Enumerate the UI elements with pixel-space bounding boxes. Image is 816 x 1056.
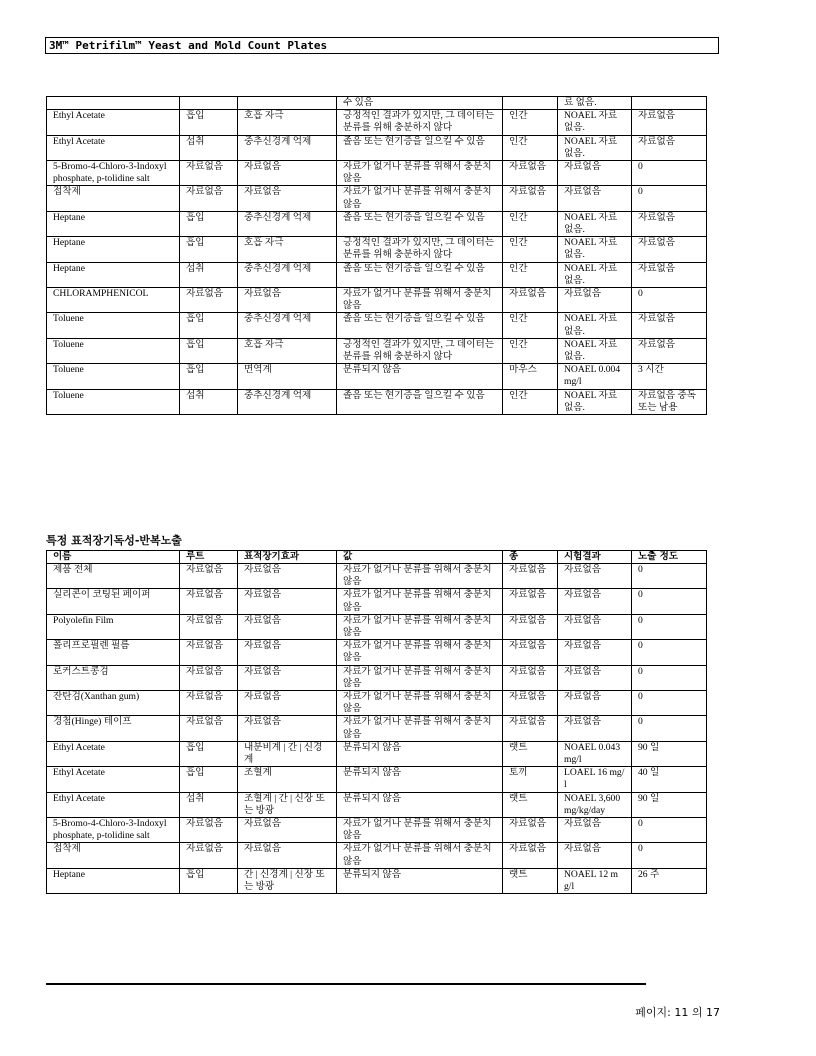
table-row — [47, 792, 707, 817]
cell-test-result: NOAEL 자료 없음. — [558, 313, 632, 338]
table-row — [47, 767, 707, 792]
cell-species: 인간 — [503, 389, 558, 414]
table-row — [47, 868, 707, 893]
cell-name: 폴리프로필렌 필름 — [47, 640, 180, 665]
cell-name: 로커스트콩검 — [47, 665, 180, 690]
cell-exposure: 자료없음 중독 또는 남용 — [632, 389, 707, 414]
cell-target-organ: 중추신경계 억제 — [238, 389, 337, 414]
cell-route: 자료없음 — [180, 640, 238, 665]
cell-exposure: 26 주 — [632, 868, 707, 893]
section-title-repeated-exposure: 특정 표적장기독성-반복노출 — [46, 534, 182, 547]
table-row — [47, 211, 707, 236]
table-row — [47, 716, 707, 741]
table-row — [47, 589, 707, 614]
cell-route — [180, 97, 238, 110]
cell-name: 경첩(Hinge) 테이프 — [47, 716, 180, 741]
cell-value: 자료가 없거나 분류를 위해서 충분치 않음 — [337, 716, 503, 741]
cell-route: 흡입 — [180, 364, 238, 389]
cell-test-result: 자료없음 — [558, 161, 632, 186]
cell-exposure: 0 — [632, 564, 707, 589]
table-row — [47, 741, 707, 766]
cell-value: 자료가 없거나 분류를 위해서 충분치 않음 — [337, 665, 503, 690]
table-row — [47, 262, 707, 287]
cell-route: 섭취 — [180, 262, 238, 287]
cell-species: 인간 — [503, 262, 558, 287]
cell-route: 흡입 — [180, 741, 238, 766]
cell-value: 긍정적인 결과가 있지만, 그 데이터는 분류를 위해 충분하지 않다 — [337, 110, 503, 135]
cell-species: 자료없음 — [503, 716, 558, 741]
cell-target-organ — [238, 97, 337, 110]
cell-route: 자료없음 — [180, 691, 238, 716]
cell-target-organ: 자료없음 — [238, 843, 337, 868]
col-header-value: 값 — [337, 551, 503, 564]
cell-test-result: NOAEL 자료 없음. — [558, 135, 632, 160]
cell-target-organ: 자료없음 — [238, 665, 337, 690]
cell-value: 자료가 없거나 분류를 위해서 충분치 않음 — [337, 640, 503, 665]
cell-test-result: 료 없음. — [558, 97, 632, 110]
cell-value: 수 있음 — [337, 97, 503, 110]
cell-route: 흡입 — [180, 237, 238, 262]
footer-rule — [46, 983, 646, 985]
cell-target-organ: 자료없음 — [238, 691, 337, 716]
document-header — [45, 37, 719, 54]
cell-exposure: 0 — [632, 716, 707, 741]
cell-route: 자료없음 — [180, 665, 238, 690]
cell-name: Heptane — [47, 237, 180, 262]
cell-species: 자료없음 — [503, 818, 558, 843]
cell-exposure: 자료없음 — [632, 211, 707, 236]
cell-exposure: 자료없음 — [632, 237, 707, 262]
col-header-name: 이름 — [47, 551, 180, 564]
cell-exposure: 40 일 — [632, 767, 707, 792]
cell-species: 자료없음 — [503, 640, 558, 665]
table-row — [47, 288, 707, 313]
cell-name: Toluene — [47, 338, 180, 363]
cell-species: 자료없음 — [503, 161, 558, 186]
cell-name: Ethyl Acetate — [47, 110, 180, 135]
col-header-target-organ: 표적장기효과 — [238, 551, 337, 564]
cell-target-organ: 내분비계 | 간 | 신경계 — [238, 741, 337, 766]
cell-target-organ: 중추신경계 억제 — [238, 313, 337, 338]
cell-value: 긍정적인 결과가 있지만, 그 데이터는 분류를 위해 충분하지 않다 — [337, 338, 503, 363]
cell-name: Toluene — [47, 389, 180, 414]
cell-route: 흡입 — [180, 338, 238, 363]
cell-test-result: NOAEL 0.043 mg/l — [558, 741, 632, 766]
table-header-row — [47, 551, 707, 564]
cell-exposure: 0 — [632, 186, 707, 211]
cell-test-result: 자료없음 — [558, 665, 632, 690]
cell-test-result: NOAEL 자료 없음. — [558, 338, 632, 363]
cell-route: 섭취 — [180, 792, 238, 817]
cell-species: 인간 — [503, 135, 558, 160]
cell-target-organ: 자료없음 — [238, 186, 337, 211]
table-row — [47, 135, 707, 160]
cell-target-organ: 면역계 — [238, 364, 337, 389]
cell-exposure — [632, 97, 707, 110]
cell-species: 자료없음 — [503, 691, 558, 716]
cell-species — [503, 97, 558, 110]
cell-name: Polyolefin Film — [47, 614, 180, 639]
cell-name: 실리콘이 코팅된 페이퍼 — [47, 589, 180, 614]
cell-route: 흡입 — [180, 110, 238, 135]
cell-exposure: 자료없음 — [632, 262, 707, 287]
cell-test-result: NOAEL 12 mg/l — [558, 868, 632, 893]
cell-route: 자료없음 — [180, 818, 238, 843]
cell-test-result: NOAEL 자료 없음. — [558, 237, 632, 262]
cell-value: 졸음 또는 현기증을 일으킬 수 있음 — [337, 211, 503, 236]
cell-value: 긍정적인 결과가 있지만, 그 데이터는 분류를 위해 충분하지 않다 — [337, 237, 503, 262]
cell-target-organ: 호흡 자극 — [238, 110, 337, 135]
cell-route: 자료없음 — [180, 186, 238, 211]
cell-species: 인간 — [503, 313, 558, 338]
cell-test-result: 자료없음 — [558, 691, 632, 716]
cell-species: 인간 — [503, 211, 558, 236]
cell-route: 흡입 — [180, 211, 238, 236]
cell-test-result: NOAEL 자료 없음. — [558, 110, 632, 135]
cell-target-organ: 자료없음 — [238, 640, 337, 665]
cell-name — [47, 97, 180, 110]
cell-route: 흡입 — [180, 767, 238, 792]
cell-species: 인간 — [503, 237, 558, 262]
table-row — [47, 161, 707, 186]
cell-test-result: 자료없음 — [558, 843, 632, 868]
cell-exposure: 90 일 — [632, 792, 707, 817]
cell-value: 자료가 없거나 분류를 위해서 충분치 않음 — [337, 186, 503, 211]
table-row — [47, 665, 707, 690]
cell-species: 자료없음 — [503, 288, 558, 313]
cell-value: 분류되지 않음 — [337, 792, 503, 817]
cell-exposure: 0 — [632, 614, 707, 639]
cell-route: 자료없음 — [180, 589, 238, 614]
cell-name: Heptane — [47, 211, 180, 236]
cell-target-organ: 자료없음 — [238, 614, 337, 639]
cell-test-result: NOAEL 3,600 mg/kg/day — [558, 792, 632, 817]
cell-target-organ: 중추신경계 억제 — [238, 211, 337, 236]
cell-test-result: 자료없음 — [558, 186, 632, 211]
cell-target-organ: 호흡 자극 — [238, 237, 337, 262]
cell-species: 랫트 — [503, 741, 558, 766]
cell-value: 자료가 없거나 분류를 위해서 충분치 않음 — [337, 818, 503, 843]
cell-species: 인간 — [503, 110, 558, 135]
cell-name: Ethyl Acetate — [47, 741, 180, 766]
cell-target-organ: 자료없음 — [238, 818, 337, 843]
cell-test-result: 자료없음 — [558, 818, 632, 843]
cell-name: Ethyl Acetate — [47, 135, 180, 160]
cell-species: 자료없음 — [503, 665, 558, 690]
cell-species: 자료없음 — [503, 843, 558, 868]
cell-value: 자료가 없거나 분류를 위해서 충분치 않음 — [337, 288, 503, 313]
cell-name: Heptane — [47, 868, 180, 893]
table-row — [47, 313, 707, 338]
cell-exposure: 자료없음 — [632, 338, 707, 363]
cell-name: Ethyl Acetate — [47, 767, 180, 792]
document-title: 3M™ Petrifilm™ Yeast and Mold Count Plates — [49, 39, 328, 52]
cell-value: 자료가 없거나 분류를 위해서 충분치 않음 — [337, 564, 503, 589]
table-row — [47, 110, 707, 135]
cell-route: 흡입 — [180, 313, 238, 338]
repeated-exposure-table — [46, 550, 707, 894]
single-exposure-table — [46, 96, 707, 415]
table-row — [47, 364, 707, 389]
cell-name: 5-Bromo-4-Chloro-3-Indoxyl phosphate, p-tolidine salt — [47, 161, 180, 186]
cell-target-organ: 자료없음 — [238, 564, 337, 589]
cell-value: 분류되지 않음 — [337, 868, 503, 893]
cell-route: 자료없음 — [180, 161, 238, 186]
page-number: 페이지: 11 의 17 — [635, 1006, 720, 1019]
cell-test-result: 자료없음 — [558, 589, 632, 614]
cell-name: 접착제 — [47, 843, 180, 868]
cell-target-organ: 조혈계 — [238, 767, 337, 792]
cell-test-result: NOAEL 자료 없음. — [558, 262, 632, 287]
table-row — [47, 843, 707, 868]
cell-route: 자료없음 — [180, 288, 238, 313]
cell-exposure: 90 일 — [632, 741, 707, 766]
cell-value: 자료가 없거나 분류를 위해서 충분치 않음 — [337, 843, 503, 868]
cell-value: 분류되지 않음 — [337, 364, 503, 389]
cell-name: Heptane — [47, 262, 180, 287]
cell-target-organ: 자료없음 — [238, 288, 337, 313]
cell-species: 인간 — [503, 338, 558, 363]
cell-name: 잔탄검(Xanthan gum) — [47, 691, 180, 716]
cell-exposure: 0 — [632, 288, 707, 313]
table-row — [47, 564, 707, 589]
cell-test-result: 자료없음 — [558, 716, 632, 741]
cell-test-result: NOAEL 자료 없음. — [558, 389, 632, 414]
cell-test-result: LOAEL 16 mg/l — [558, 767, 632, 792]
cell-target-organ: 자료없음 — [238, 589, 337, 614]
cell-value: 자료가 없거나 분류를 위해서 충분치 않음 — [337, 614, 503, 639]
cell-species: 토끼 — [503, 767, 558, 792]
cell-route: 섭취 — [180, 389, 238, 414]
cell-route: 자료없음 — [180, 614, 238, 639]
cell-target-organ: 자료없음 — [238, 716, 337, 741]
cell-target-organ: 중추신경계 억제 — [238, 135, 337, 160]
table-row — [47, 237, 707, 262]
cell-target-organ: 중추신경계 억제 — [238, 262, 337, 287]
cell-test-result: 자료없음 — [558, 288, 632, 313]
cell-name: Toluene — [47, 364, 180, 389]
cell-species: 자료없음 — [503, 589, 558, 614]
table-row — [47, 691, 707, 716]
cell-species: 자료없음 — [503, 186, 558, 211]
cell-route: 자료없음 — [180, 564, 238, 589]
cell-value: 졸음 또는 현기증을 일으킬 수 있음 — [337, 135, 503, 160]
cell-test-result: 자료없음 — [558, 614, 632, 639]
cell-test-result: 자료없음 — [558, 564, 632, 589]
cell-name: 접착제 — [47, 186, 180, 211]
cell-species: 자료없음 — [503, 564, 558, 589]
cell-value: 졸음 또는 현기증을 일으킬 수 있음 — [337, 389, 503, 414]
cell-route: 자료없음 — [180, 843, 238, 868]
cell-target-organ: 자료없음 — [238, 161, 337, 186]
table-row — [47, 614, 707, 639]
cell-exposure: 0 — [632, 161, 707, 186]
cell-route: 흡입 — [180, 868, 238, 893]
cell-exposure: 자료없음 — [632, 313, 707, 338]
table-row — [47, 640, 707, 665]
cell-target-organ: 조혈계 | 간 | 신장 또는 방광 — [238, 792, 337, 817]
cell-exposure: 0 — [632, 665, 707, 690]
cell-name: Ethyl Acetate — [47, 792, 180, 817]
cell-target-organ: 호흡 자극 — [238, 338, 337, 363]
table-row — [47, 338, 707, 363]
table-row — [47, 818, 707, 843]
cell-route: 자료없음 — [180, 716, 238, 741]
cell-test-result: 자료없음 — [558, 640, 632, 665]
cell-value: 자료가 없거나 분류를 위해서 충분치 않음 — [337, 161, 503, 186]
table-row — [47, 186, 707, 211]
cell-value: 분류되지 않음 — [337, 767, 503, 792]
cell-exposure: 자료없음 — [632, 110, 707, 135]
cell-name: 제품 전체 — [47, 564, 180, 589]
cell-test-result: NOAEL 자료 없음. — [558, 211, 632, 236]
cell-species: 랫트 — [503, 792, 558, 817]
cell-species: 랫트 — [503, 868, 558, 893]
col-header-exposure: 노출 정도 — [632, 551, 707, 564]
cell-value: 졸음 또는 현기증을 일으킬 수 있음 — [337, 313, 503, 338]
cell-species: 마우스 — [503, 364, 558, 389]
cell-value: 분류되지 않음 — [337, 741, 503, 766]
cell-value: 자료가 없거나 분류를 위해서 충분치 않음 — [337, 589, 503, 614]
cell-target-organ: 간 | 신경계 | 신장 또는 방광 — [238, 868, 337, 893]
cell-route: 섭취 — [180, 135, 238, 160]
cell-exposure: 0 — [632, 818, 707, 843]
cell-exposure: 0 — [632, 691, 707, 716]
col-header-route: 루트 — [180, 551, 238, 564]
cell-name: CHLORAMPHENICOL — [47, 288, 180, 313]
cell-name: 5-Bromo-4-Chloro-3-Indoxyl phosphate, p-tolidine salt — [47, 818, 180, 843]
cell-test-result: NOAEL 0.004 mg/l — [558, 364, 632, 389]
cell-name: Toluene — [47, 313, 180, 338]
table-row — [47, 389, 707, 414]
cell-exposure: 0 — [632, 640, 707, 665]
cell-value: 졸음 또는 현기증을 일으킬 수 있음 — [337, 262, 503, 287]
col-header-species: 종 — [503, 551, 558, 564]
table-row — [47, 97, 707, 110]
cell-exposure: 자료없음 — [632, 135, 707, 160]
cell-exposure: 0 — [632, 589, 707, 614]
col-header-test-result: 시험결과 — [558, 551, 632, 564]
cell-species: 자료없음 — [503, 614, 558, 639]
cell-value: 자료가 없거나 분류를 위해서 충분치 않음 — [337, 691, 503, 716]
cell-exposure: 3 시간 — [632, 364, 707, 389]
cell-exposure: 0 — [632, 843, 707, 868]
